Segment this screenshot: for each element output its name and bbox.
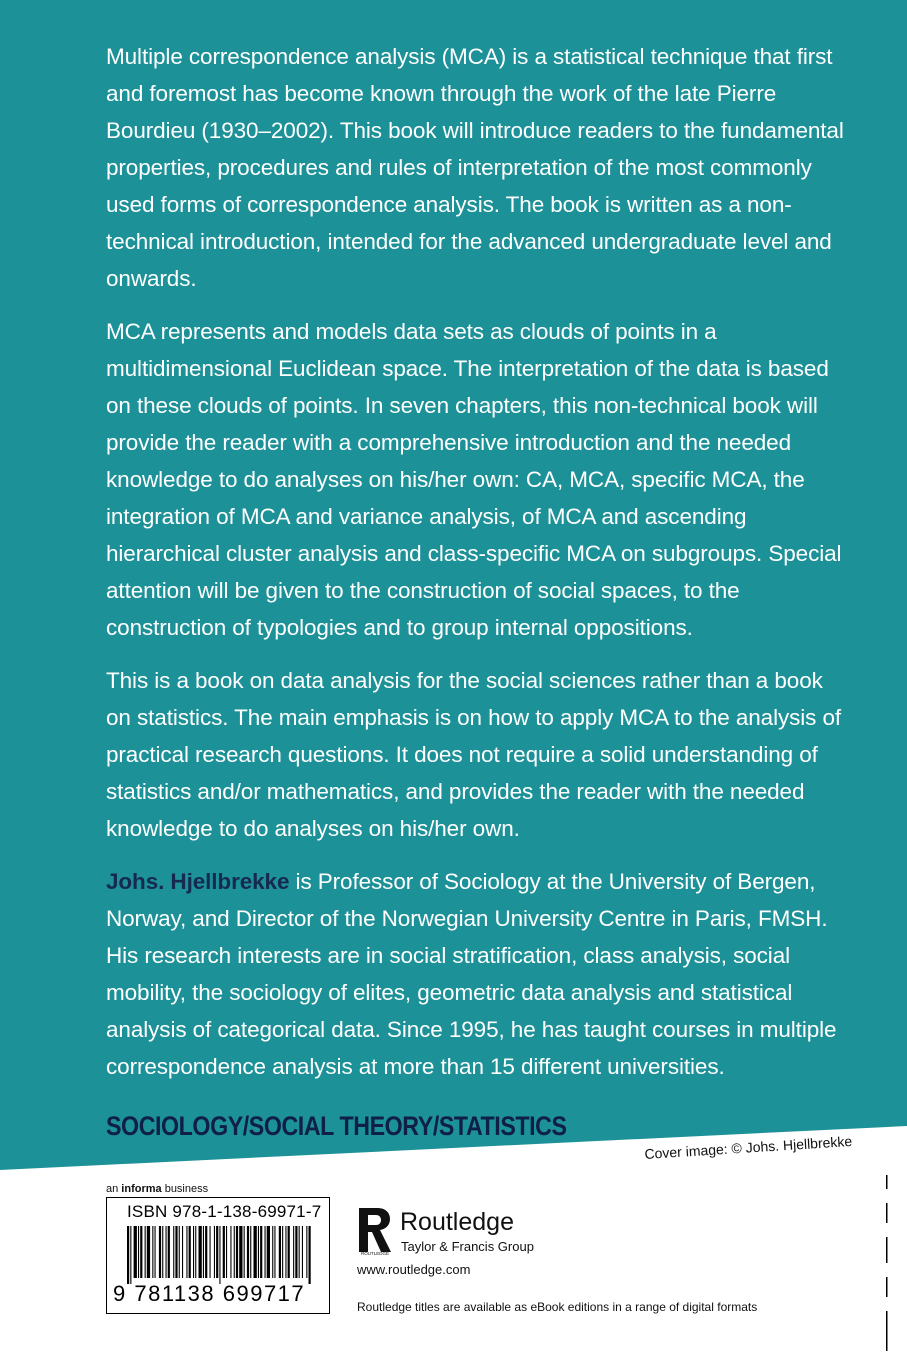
barcode-bar <box>250 1226 251 1278</box>
barcode-bar <box>293 1226 294 1278</box>
barcode-bar <box>219 1226 220 1284</box>
isbn-barcode <box>106 1197 330 1314</box>
barcode-bar <box>195 1226 196 1278</box>
informa-brand: informa <box>121 1183 162 1195</box>
barcode-bar <box>267 1226 270 1278</box>
author-name: Johs. Hjellbrekke <box>106 869 290 894</box>
barcode-bar <box>282 1226 283 1278</box>
barcode-bars <box>127 1226 313 1284</box>
barcode-bar <box>210 1226 211 1278</box>
barcode-bar <box>179 1226 180 1278</box>
barcode-bar <box>279 1226 281 1278</box>
ebook-note: Routledge titles are available as eBook editions in a range of digital formats <box>357 1300 758 1314</box>
barcode-bar <box>193 1226 194 1278</box>
barcode-bar <box>223 1226 225 1278</box>
back-cover-blurb <box>106 38 846 1101</box>
barcode-bar <box>214 1226 215 1278</box>
subject-category: SOCIOLOGY/SOCIAL THEORY/STATISTICS <box>106 1111 567 1141</box>
barcode-bar <box>175 1226 177 1278</box>
barcode-bar <box>265 1226 266 1278</box>
barcode-bar <box>166 1226 167 1278</box>
barcode-bar <box>152 1226 153 1278</box>
barcode-bar <box>236 1226 238 1278</box>
barcode-bar <box>162 1226 163 1278</box>
barcode-bar <box>309 1226 311 1284</box>
routledge-logo-icon <box>357 1206 393 1256</box>
barcode-bar <box>173 1226 174 1278</box>
blurb-paragraph-2: MCA represents and models data sets as clouds of points in a multidimensional Euclidean space. The interpretation of the data is based on these clouds of points. In seven chapters, this non-technical book will provide the reader with a comprehensive introduction and the needed knowledge to do analyses on his/her own: CA, MCA, specific MCA, the integration of MCA and variance analysis, of MCA and ascending hierarchical cluster analysis and class-specific MCA on subgroups. Special attention will be given to the construction of social spaces, to the construction of typologies and to group internal oppositions. <box>106 319 842 640</box>
barcode-bar <box>302 1226 303 1278</box>
barcode-bar <box>258 1226 259 1278</box>
barcode-bar <box>288 1226 290 1278</box>
barcode-bar <box>234 1226 235 1278</box>
blurb-paragraph-1: Multiple correspondence analysis (MCA) is a statistical technique that first and foremost has become known through the work of the late Pierre Bourdieu (1930–2002). This book will introduce readers to the fundamental properties, procedures and rules of interpretation of the most commonly used forms of correspondence analysis. The book is written as a non-technical introduction, intended for the advanced undergraduate level and onwards. <box>106 44 844 291</box>
barcode-bar <box>272 1226 273 1278</box>
barcode-bar <box>130 1226 131 1284</box>
informa-prefix: an <box>106 1183 122 1195</box>
barcode-bar <box>260 1226 262 1278</box>
barcode-bar <box>274 1226 275 1278</box>
routledge-logo-text: ROUTLEDGE <box>360 1251 390 1256</box>
barcode-bar <box>285 1226 286 1278</box>
barcode-bar <box>299 1226 300 1278</box>
barcode-bar <box>295 1226 297 1278</box>
barcode-bar <box>230 1226 231 1278</box>
informa-tagline <box>106 1183 208 1195</box>
barcode-bar <box>226 1226 227 1278</box>
cover-image-credit: Cover image: © Johs. Hjellbrekke <box>644 1132 853 1162</box>
barcode-bar <box>155 1226 156 1278</box>
barcode-digits: 9 781138 699717 <box>113 1281 306 1306</box>
barcode-bar <box>134 1226 137 1278</box>
barcode-bar <box>138 1226 139 1278</box>
barcode-bar <box>182 1226 183 1278</box>
barcode-bar <box>140 1226 142 1278</box>
barcode-bar <box>127 1226 129 1284</box>
barcode-bar <box>239 1226 242 1278</box>
barcode-bar <box>168 1226 170 1278</box>
blurb-paragraph-3: This is a book on data analysis for the social sciences rather than a book on statistics. The main emphasis is on how to apply MCA to the analysis of practical research questions. It does not require a solid understanding of statistics and/or mathematics, and provides the reader with the needed knowledge to do analyses on his/her own. <box>106 668 842 841</box>
barcode-bar <box>186 1226 187 1278</box>
informa-suffix: business <box>161 1183 209 1195</box>
publisher-url: www.routledge.com <box>357 1262 471 1277</box>
isbn-label: ISBN 978-1-138-69971-7 <box>127 1202 322 1221</box>
author-bio <box>106 863 846 1085</box>
barcode-bar <box>306 1226 307 1278</box>
barcode-bar <box>199 1226 202 1278</box>
barcode-bar <box>247 1226 249 1278</box>
publisher-group: Taylor & Francis Group <box>401 1239 534 1254</box>
edge-registration-marks <box>880 1175 892 1355</box>
barcode-bar <box>189 1226 191 1278</box>
barcode-bar <box>216 1226 218 1278</box>
publisher-name: Routledge <box>400 1208 514 1236</box>
barcode-bar <box>254 1226 257 1278</box>
barcode-bar <box>145 1226 146 1278</box>
barcode-bar <box>147 1226 150 1278</box>
barcode-bar <box>159 1226 161 1278</box>
author-bio-text: is Professor of Sociology at the University of Bergen, Norway, and Director of the Norwegian University Centre in Paris, FMSH. His research interests are in social stratification, class analysis, social mobility, the sociology of elites, geometric data analysis and statistical analysis of categorical data. Since 1995, he has taught courses in multiple correspondence analysis at more than 15 different universities. <box>106 869 837 1079</box>
barcode-bar <box>244 1226 245 1278</box>
barcode-bar <box>203 1226 204 1278</box>
barcode-bar <box>205 1226 207 1278</box>
